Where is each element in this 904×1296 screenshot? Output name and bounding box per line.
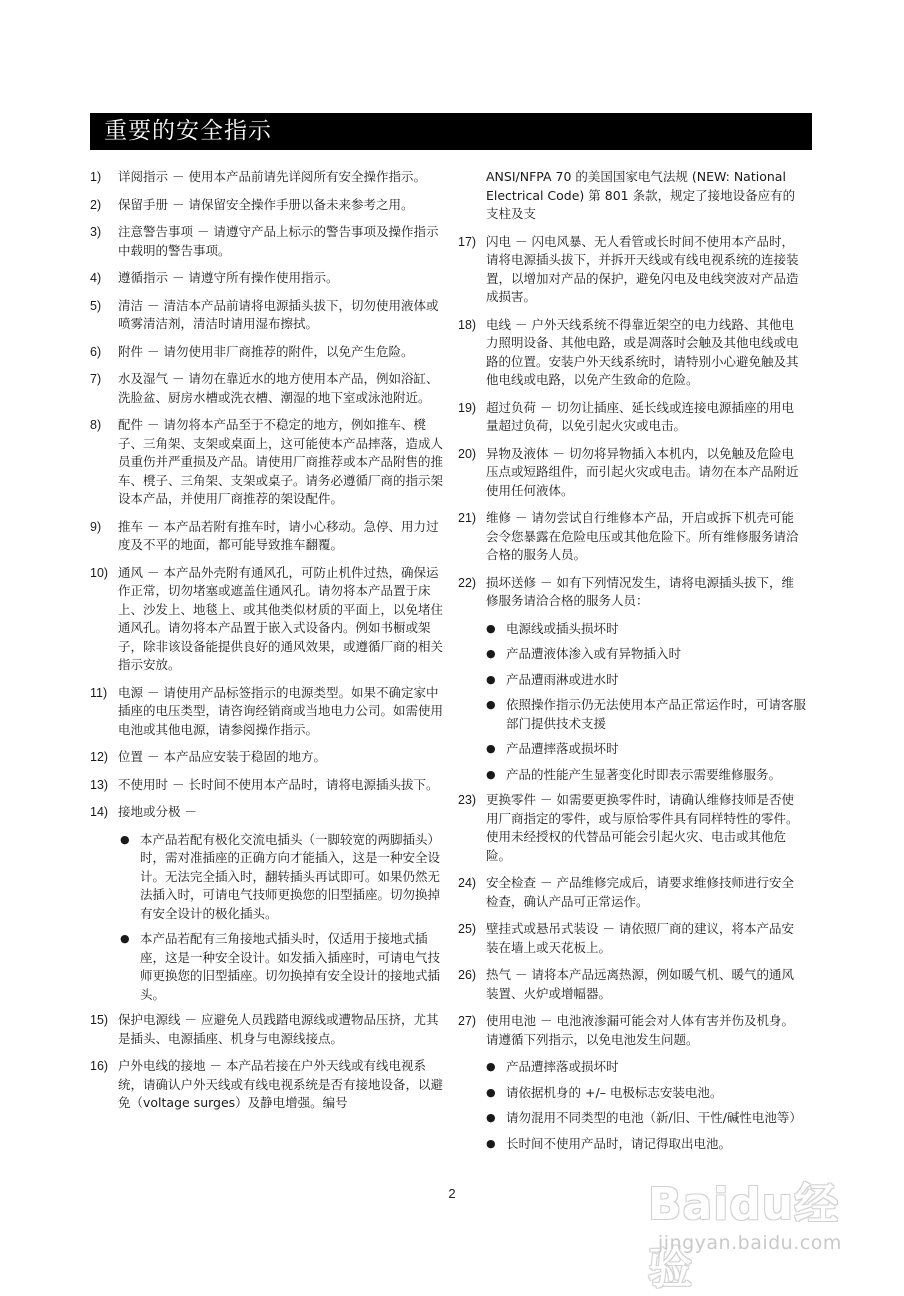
item-number: 8) <box>90 418 102 432</box>
item-number: 6) <box>90 344 102 359</box>
item-number: 13) <box>90 777 109 792</box>
bullet-dot-icon: ● <box>486 672 496 686</box>
list-item <box>458 920 806 957</box>
item-text: 清洁 － 清洁本产品前请将电源插头拔下，切勿使用液体或喷雾清洁剂，清洁时请用湿布擦拭。 <box>118 297 439 331</box>
item-number: 19) <box>458 400 477 415</box>
item-number: 21) <box>458 511 477 525</box>
bullet-dot-icon: ● <box>486 698 496 711</box>
left-column <box>90 168 446 1122</box>
bullet-text: 请依据机身的 +/– 电极标志安装电池。 <box>506 1084 723 1100</box>
item-text: 维修 － 请勿尝试自行维修本产品，开启或拆下机壳可能会令您暴露在危险电压或其他危险下。所有维修服务请洽合格的服务人员。 <box>486 510 799 562</box>
baidu-logo: Baidu经验 <box>648 1179 840 1294</box>
bullet-item <box>486 671 806 690</box>
list-item <box>90 168 446 187</box>
item-text: 热气 － 请将本产品远离热源，例如暖气机、暖气的通风装置、火炉或增幅器。 <box>486 967 794 1001</box>
item-number: 18) <box>458 317 477 332</box>
item-text: 闪电 － 闪电风暴、无人看管或长时间不使用本产品时，请将电源插头拔下，并拆开天线或有线电视系统的连接装置，以增加对产品的保护，避免闪电及电线突波对产品造成损害。 <box>486 233 799 304</box>
item-number: 20) <box>458 446 477 461</box>
bullet-item <box>486 1084 806 1103</box>
item-number: 24) <box>458 876 477 890</box>
bullet-text: 本产品若配有三角接地式插头时，仅适用于接地式插座，这是一种安全设计。如发插入插座时，可请电气技师更换您的旧型插座。切勿换掉有安全设计的接地式插头。 <box>140 931 441 1002</box>
item-number: 14) <box>90 805 109 819</box>
item-text: 水及湿气 － 请勿在靠近水的地方使用本产品，例如浴缸、洗脸盆、厨房水槽或洗衣槽、潮湿的地下室或泳池附近。 <box>118 371 439 405</box>
item-text: 详阅指示 － 使用本产品前请先详阅所有安全操作指示。 <box>118 169 426 184</box>
list-item <box>458 1012 806 1049</box>
list-item <box>90 518 446 555</box>
list-item <box>90 1011 446 1048</box>
bullet-list <box>458 620 806 785</box>
list-item <box>90 297 446 334</box>
bullet-item <box>486 1109 806 1128</box>
item-number: 2) <box>90 197 102 212</box>
bullet-text: 产品的性能产生显著变化时即表示需要维修服务。 <box>506 766 782 782</box>
list-item <box>458 574 806 611</box>
bullet-item <box>486 620 806 639</box>
bullet-item <box>486 1135 806 1154</box>
bullet-text: 产品遭摔落或损坏时 <box>506 741 619 756</box>
bullet-dot-icon: ● <box>486 1136 496 1150</box>
item-number: 9) <box>90 519 102 534</box>
list-item <box>90 343 446 362</box>
item-text: 使用电池 － 电池液渗漏可能会对人体有害并伤及机身。请遵循下列指示，以免电池发生问题。 <box>486 1013 794 1047</box>
continued-text: ANSI/NFPA 70 的美国国家电气法规 (NEW: National Electrical Code) 第 801 条款，规定了接地设备应有的支柱及支 <box>486 169 796 221</box>
bullet-item <box>486 645 806 664</box>
item-number: 3) <box>90 225 102 239</box>
item-text: 附件 － 请勿使用非厂商推荐的附件，以免产生危险。 <box>118 343 414 359</box>
item-text: 安全检查 － 产品维修完成后，请要求维修技师进行安全检查，确认产品可正常运作。 <box>486 875 794 909</box>
item-number: 15) <box>90 1013 109 1027</box>
bullet-text: 本产品若配有极化交流电插头（一脚较宽的两脚插头）时，需对准插座的正确方向才能插入，这是一种安全设计。无法完全插入时，翻转插头再试即可。如果仍然无法插入时，可请电气技师更换您的旧型插座。切勿换掉有安全设计的极化插头。 <box>140 831 441 921</box>
list-item <box>458 233 806 307</box>
item-number: 4) <box>90 271 102 285</box>
item-number: 10) <box>90 565 109 580</box>
bullet-dot-icon: ● <box>486 1085 496 1099</box>
item-number: 17) <box>458 234 477 249</box>
item-text: 电线 － 户外天线系统不得靠近架空的电力线路、其他电力照明设备、其他电路，或是凋落时会触及其他电线或电路的位置。安装户外天线系统时，请特别小心避免触及其他电线或电路，以免产生致命的危险。 <box>486 316 799 387</box>
item-text: 电源 － 请使用产品标签指示的电源类型。如果不确定家中插座的电压类型，请咨询经销商或当地电力公司。如需使用电池或其他电源，请参阅操作指示。 <box>118 684 444 737</box>
list-item <box>90 370 446 407</box>
bullet-item <box>486 766 806 785</box>
item-text: 异物及液体 － 切勿将异物插入本机内，以免触及危险电压点或短路组件，而引起火灾或电击。请勿在本产品附近使用任何液体。 <box>486 445 799 498</box>
bullet-text: 产品遭雨淋或进水时 <box>506 671 619 687</box>
bullet-text: 依照操作指示仍无法使用本产品正常运作时，可请客服部门提供技术支援 <box>506 697 807 731</box>
bullet-dot-icon: ● <box>486 1111 496 1124</box>
list-item <box>458 316 806 390</box>
bullet-dot-icon: ● <box>486 742 496 755</box>
list-item <box>90 803 446 822</box>
watermark <box>648 1168 884 1294</box>
item-text: 壁挂式或悬吊式装设 － 请依照厂商的建议，将本产品安装在墙上或天花板上。 <box>486 921 794 955</box>
bullet-dot-icon: ● <box>120 832 130 846</box>
item-number: 12) <box>90 750 109 764</box>
item-text: 保留手册 － 请保留安全操作手册以备未来参考之用。 <box>118 196 414 212</box>
item-text: 损坏送修 － 如有下列情况发生，请将电源插头拔下，维修服务请洽合格的服务人员： <box>486 574 794 608</box>
list-item <box>90 196 446 215</box>
list-item <box>90 748 446 767</box>
bullet-dot-icon: ● <box>486 767 496 781</box>
list-item <box>90 223 446 260</box>
list-item <box>458 445 806 501</box>
bullet-list <box>90 831 446 1005</box>
bullet-text: 产品遭摔落或损坏时 <box>506 1059 619 1074</box>
item-number: 22) <box>458 575 477 590</box>
list-item <box>458 791 806 865</box>
list-item <box>458 874 806 911</box>
item-number: 26) <box>458 968 477 982</box>
list-item <box>458 509 806 565</box>
item-number: 11) <box>90 685 108 700</box>
bullet-text: 请勿混用不同类型的电池（新/旧、干性/碱性电池等） <box>506 1110 802 1125</box>
page-title: 重要的安全指示 <box>90 113 812 150</box>
list-item <box>90 776 446 795</box>
list-item <box>458 966 806 1003</box>
bullet-dot-icon: ● <box>486 621 496 635</box>
bullet-item <box>120 831 446 924</box>
item-number: 27) <box>458 1014 477 1028</box>
bullet-item <box>486 1058 806 1077</box>
bullet-text: 产品遭液体渗入或有异物插入时 <box>506 646 682 661</box>
list-item <box>90 564 446 675</box>
item-text: 更换零件 － 如需要更换零件时，请确认维修技师是否使用厂商指定的零件，或与原恰零件具有同样特性的零件。使用未经授权的代替品可能会引起火灾、电击或其他危险。 <box>486 792 799 863</box>
bullet-item <box>120 930 446 1004</box>
item-text: 不使用时 － 长时间不使用本产品时，请将电源插头拔下。 <box>118 776 439 792</box>
list-item <box>90 1057 446 1113</box>
item-text: 超过负荷 － 切勿让插座、延长线或连接电源插座的用电量超过负荷，以免引起火灾或电击。 <box>486 399 794 433</box>
bullet-list <box>458 1058 806 1153</box>
bullet-item <box>486 696 806 733</box>
item-number: 23) <box>458 793 477 807</box>
item-text: 位置 － 本产品应安装于稳固的地方。 <box>118 749 326 764</box>
item-text: 接地或分极 － <box>118 804 197 819</box>
list-item <box>90 684 446 740</box>
item-number: 7) <box>90 372 102 386</box>
item-text: 推车 － 本产品若附有推车时，请小心移动。急停、用力过度及不平的地面，都可能导致推车翻覆。 <box>118 518 439 552</box>
list-item <box>458 399 806 436</box>
right-column <box>458 168 806 1160</box>
watermark-url: jingyan.baidu.com <box>658 1232 842 1254</box>
bullet-item <box>486 740 806 759</box>
item-text: 保护电源线 － 应避免人员践踏电源线或遭物品压挤，尤其是插头、电源插座、机身与电源线接点。 <box>118 1012 439 1046</box>
item-text: 注意警告事项 － 请遵守产品上标示的警告事项及操作指示中载明的警告事项。 <box>118 224 439 258</box>
item-text: 通风 － 本产品外壳附有通风孔，可防止机件过热，确保运作正常，切勿堵塞或遮盖住通风孔。请勿将本产品置于床上、沙发上、地毯上、或其他类似材质的平面上，以免堵住通风孔。请勿将本产品置于嵌入式设备内。例如书橱或架子，除非该设备能提供良好的通风效果，或遵循厂商的相关指示安放。 <box>118 564 444 672</box>
item-number: 25) <box>458 922 477 936</box>
bullet-dot-icon: ● <box>486 647 496 660</box>
page-number: 2 <box>448 1186 456 1201</box>
list-item <box>90 416 446 509</box>
item-number: 1) <box>90 170 102 184</box>
bullet-text: 电源线或插头损坏时 <box>506 620 619 636</box>
item-text: 户外电线的接地 － 本产品若接在户外天线或有线电视系统，请确认户外天线或有线电视系统是否有接地设备，以避免（voltage surges）及静电增强。编号 <box>118 1058 444 1110</box>
bullet-dot-icon: ● <box>120 932 130 945</box>
item-number: 16) <box>90 1059 109 1073</box>
bullet-dot-icon: ● <box>486 1060 496 1073</box>
item-text: 配件 － 请勿将本产品至于不稳定的地方，例如推车、櫈子、三角架、支架或桌面上，这可能使本产品摔落，造成人员重伤并严重损及产品。请使用厂商推荐或本产品附售的推车、櫈子、三角架、支架或桌子。请务必遵循厂商的指示架设本产品，并使用厂商推荐的架设配件。 <box>118 417 444 506</box>
bullet-text: 长时间不使用产品时，请记得取出电池。 <box>506 1135 732 1151</box>
item-number: 5) <box>90 298 102 313</box>
item-text: 遵循指示 － 请遵守所有操作使用指示。 <box>118 270 339 285</box>
list-item <box>90 269 446 288</box>
